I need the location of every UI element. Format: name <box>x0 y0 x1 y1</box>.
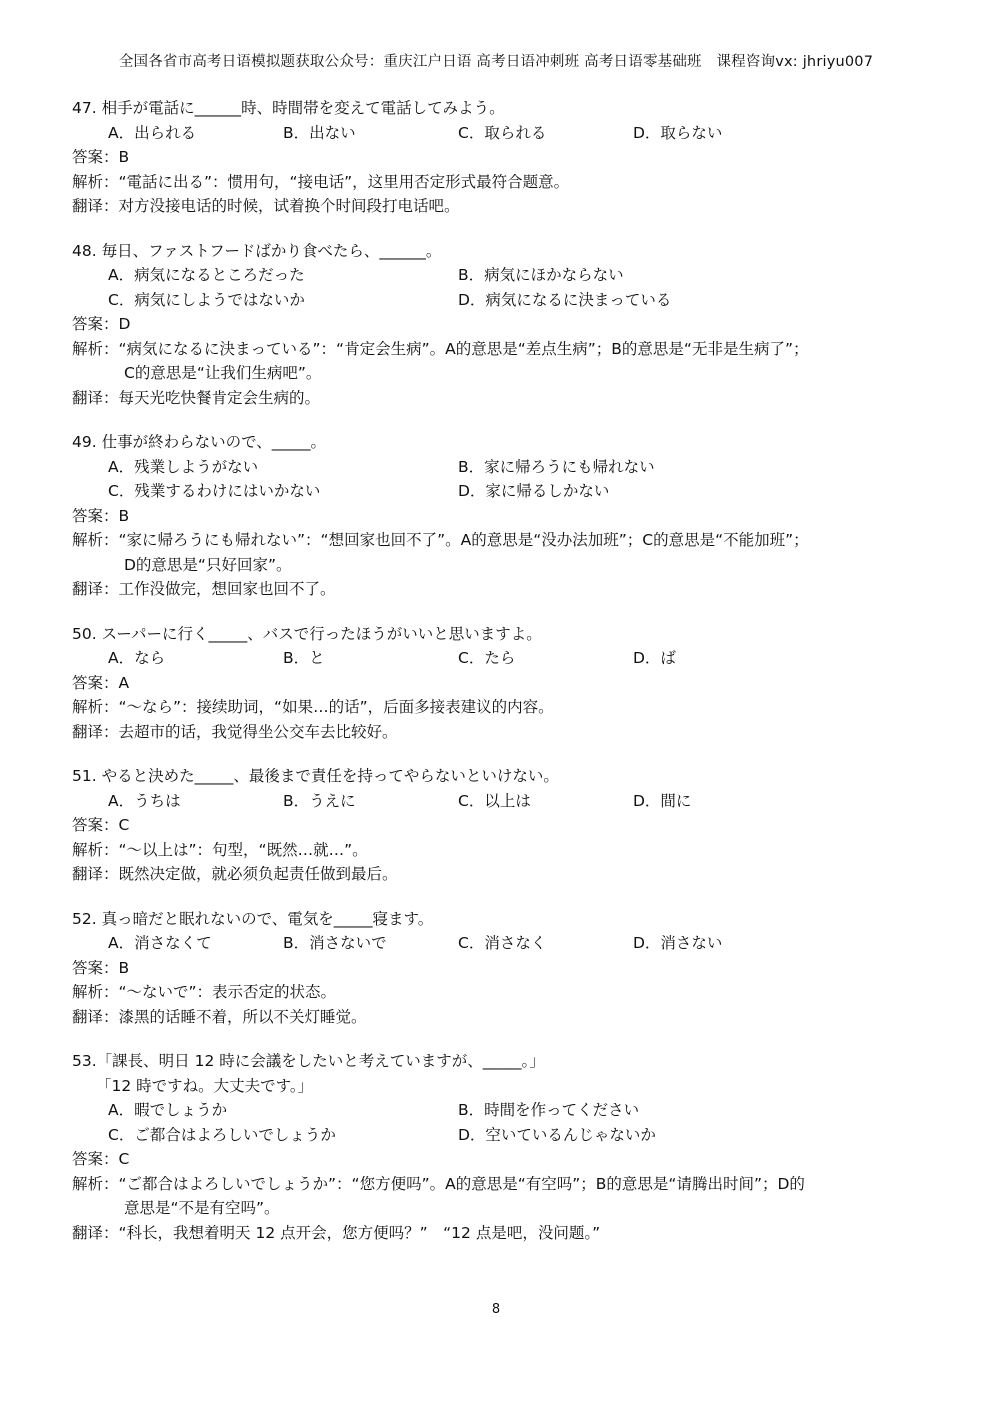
question-51 <box>72 764 932 887</box>
option-d: D．消さない <box>633 934 723 952</box>
translation: 翻译：每天光吃快餐肯定会生病的。 <box>72 388 321 407</box>
answer: 答案：C <box>72 816 130 834</box>
analysis: 解析：“～ないで”：表示否定的状态。 <box>72 983 337 1001</box>
option-b: B．病気にほかならない <box>458 266 624 284</box>
answer: 答案：B <box>72 148 130 166</box>
option-c: C．残業するわけにはいかない <box>108 482 321 500</box>
question-stem-reply: 「12 時ですね。大丈夫です。」 <box>96 1076 314 1095</box>
options-row <box>72 646 932 671</box>
option-d: D．ば <box>633 649 676 667</box>
page-number: 8 <box>491 1302 501 1317</box>
question-53 <box>72 1049 932 1245</box>
option-d: D．病気になるに決まっている <box>458 290 672 309</box>
answer: 答案：C <box>72 1150 130 1168</box>
question-stem: 50. スーパーに行く_____、バスで行ったほうがいいと思いますよ。 <box>72 624 542 643</box>
answer: 答案：B <box>72 958 130 977</box>
options-row <box>72 263 932 288</box>
option-c: C．以上は <box>458 791 531 810</box>
translation: 翻译：去超市的话，我觉得坐公交车去比较好。 <box>72 722 398 741</box>
options-row <box>72 479 932 504</box>
question-stem: 47. 相手が電話に______時、時間帯を変えて電話してみよう。 <box>72 99 505 117</box>
translation: 翻译：工作没做完，想回家也回不了。 <box>72 580 336 598</box>
question-stem: 48. 毎日、ファストフードばかり食べたら、______。 <box>72 241 442 260</box>
option-d: D．空いているんじゃないか <box>458 1125 656 1144</box>
option-a: A．残業しようがない <box>108 457 259 476</box>
option-d: D．間に <box>633 791 692 810</box>
option-b: B．と <box>283 649 325 667</box>
option-b: B．消さないで <box>283 934 387 952</box>
option-a: A．暇でしょうか <box>108 1101 228 1119</box>
analysis: 解析：“～なら”：接续助词，“如果…的话”，后面多接表建议的内容。 <box>72 698 554 716</box>
answer: 答案：B <box>72 506 130 525</box>
option-b: B．家に帰ろうにも帰れない <box>458 457 655 476</box>
options-row <box>72 1123 932 1148</box>
question-49 <box>72 430 932 602</box>
option-b: B．うえに <box>283 791 356 810</box>
options-row <box>72 789 932 814</box>
options-row <box>72 1098 932 1123</box>
question-stem: 52. 真っ暗だと眠れないので、電気を_____寝ます。 <box>72 909 434 928</box>
question-list <box>72 96 932 1265</box>
answer: 答案：D <box>72 315 131 333</box>
answer: 答案：A <box>72 673 130 692</box>
option-c: C．たら <box>458 649 516 667</box>
analysis: 解析：“電話に出る”：惯用句，“接电话”，这里用否定形式最符合题意。 <box>72 172 570 191</box>
page-header: 全国各省市高考日语模拟题获取公众号：重庆江户日语 高考日语冲刺班 高考日语零基础班 课程咨询vx: jhriyu007 <box>118 54 874 70</box>
option-b: B．出ない <box>283 123 356 142</box>
translation: 翻译：既然决定做，就必须负起责任做到最后。 <box>72 865 398 883</box>
analysis: 解析：“病気になるに決まっている”：“肯定会生病”。A的意思是“差点生病”；B的意思是“无非是生病了”； <box>72 339 809 358</box>
question-52 <box>72 907 932 1030</box>
option-b: B．時間を作ってください <box>458 1101 640 1119</box>
question-47 <box>72 96 932 219</box>
options-row <box>72 931 932 956</box>
option-a: A．なら <box>108 649 166 667</box>
option-c: C．ご都合はよろしいでしょうか <box>108 1125 336 1144</box>
translation: 翻译：对方没接电话的时候，试着换个时间段打电话吧。 <box>72 197 460 215</box>
analysis-continued: D的意思是“只好回家”。 <box>124 555 292 574</box>
translation: 翻译：“科长，我想着明天 12 点开会，您方便吗？” “12 点是吧，没问题。” <box>72 1223 601 1242</box>
analysis: 解析：“～以上は”：句型，“既然…就…”。 <box>72 840 368 859</box>
option-a: A．消さなくて <box>108 934 212 952</box>
option-c: C．取られる <box>458 123 547 142</box>
option-d: D．取らない <box>633 123 723 142</box>
analysis: 解析：“ご都合はよろしいでしょうか”：“您方便吗”。A的意思是“有空吗”；B的意思是“请腾出时间”；D的 <box>72 1174 805 1193</box>
option-a: A．病気になるところだった <box>108 266 305 284</box>
question-stem: 53.「課長、明日 12 時に会議をしたいと考えていますが、_____。」 <box>72 1052 545 1070</box>
options-row <box>72 288 932 313</box>
analysis: 解析：“家に帰ろうにも帰れない”：“想回家也回不了”。A的意思是“没办法加班”；C的意思是“不能加班”； <box>72 531 809 549</box>
translation: 翻译：漆黑的话睡不着，所以不关灯睡觉。 <box>72 1007 367 1026</box>
option-c: C．消さなく <box>458 934 547 952</box>
options-row <box>72 121 932 146</box>
analysis-continued: 意思是“不是有空吗”。 <box>124 1199 280 1217</box>
question-50 <box>72 622 932 745</box>
option-a: A．出られる <box>108 123 197 142</box>
options-row <box>72 455 932 480</box>
question-48 <box>72 239 932 411</box>
question-stem: 51. やると決めた_____、最後まで責任を持ってやらないといけない。 <box>72 767 559 785</box>
analysis-continued: C的意思是“让我们生病吧”。 <box>124 364 322 382</box>
option-c: C．病気にしようではないか <box>108 290 305 309</box>
question-stem: 49. 仕事が終わらないので、_____。 <box>72 433 327 451</box>
option-d: D．家に帰るしかない <box>458 482 610 500</box>
option-a: A．うちは <box>108 791 181 810</box>
